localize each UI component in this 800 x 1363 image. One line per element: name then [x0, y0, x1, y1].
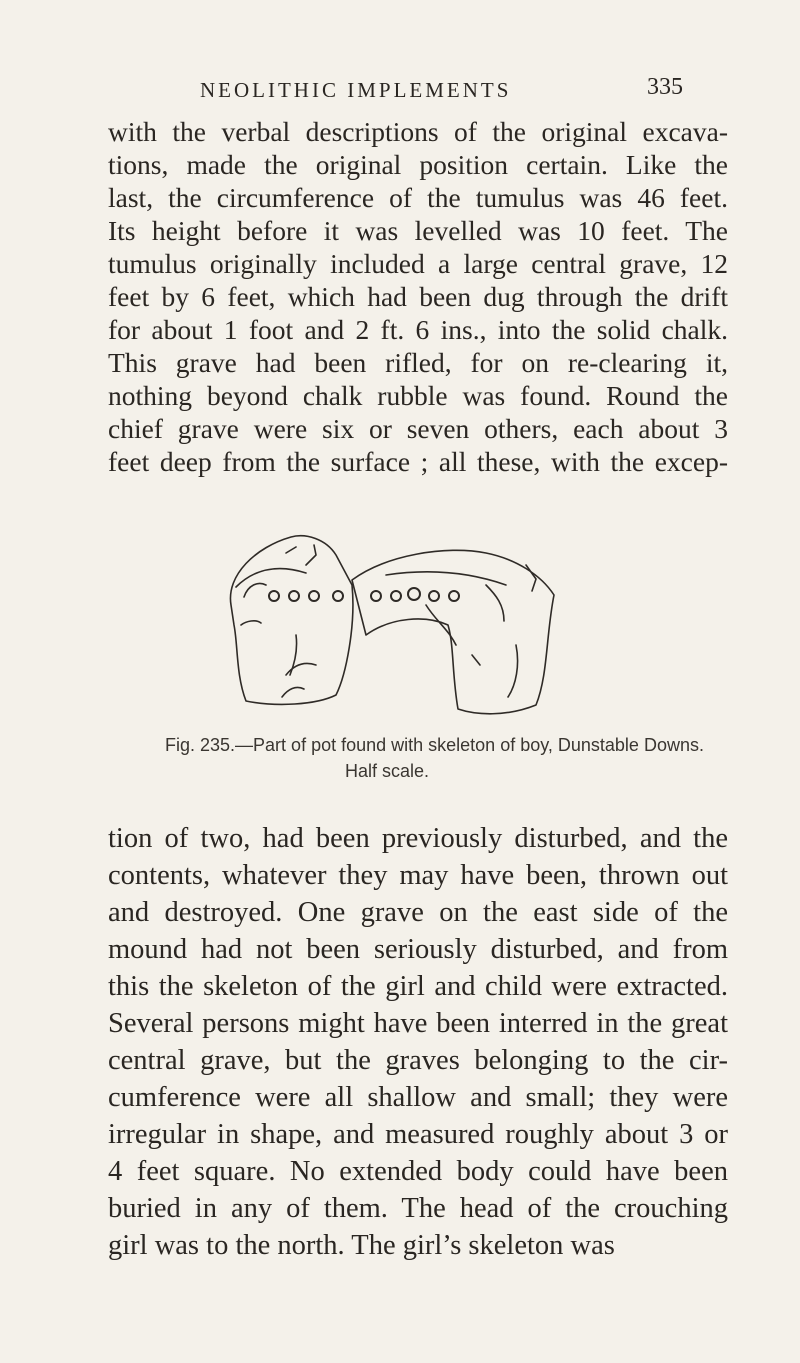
text-line: last, the circumference of the tumulus was 46 feet. — [108, 182, 728, 213]
text-line: tumulus originally included a large central grave, 12 — [108, 248, 728, 279]
text-line: tion of two, had been previously disturbed, and the — [108, 823, 728, 854]
text-line: This grave had been rifled, for on re-clearing it, — [108, 347, 728, 378]
running-head-title: NEOLITHIC IMPLEMENTS — [200, 78, 512, 102]
caption-line-1: Fig. 235.—Part of pot found with skeleton of boy, Dunstable Downs. — [165, 735, 704, 755]
running-head — [0, 72, 800, 112]
pot-fragment-figure — [186, 525, 726, 725]
caption-line-2: Half scale. — [345, 761, 430, 781]
text-line: Several persons might have been interred in the great — [108, 1008, 728, 1039]
text-line: this the skeleton of the girl and child were extracted. — [108, 971, 728, 1002]
pot-fragment-drawing — [186, 525, 726, 725]
text-line: tions, made the original position certain. Like the — [108, 149, 728, 180]
text-line: with the verbal descriptions of the original excava- — [108, 116, 728, 147]
text-line: contents, whatever they may have been, thrown out — [108, 860, 728, 891]
text-line: nothing beyond chalk rubble was found. Round the — [108, 380, 728, 411]
text-line: girl was to the north. The girl’s skeleton was — [108, 1230, 615, 1261]
text-line: chief grave were six or seven others, each about 3 — [108, 413, 728, 444]
text-line: 4 feet square. No extended body could have been — [108, 1156, 728, 1187]
text-line: feet deep from the surface ; all these, with the excep- — [108, 446, 728, 477]
text-line: and destroyed. One grave on the east side of the — [108, 897, 728, 928]
page-number: 335 — [647, 74, 683, 100]
text-line: irregular in shape, and measured roughly about 3 or — [108, 1119, 728, 1150]
text-line: cumference were all shallow and small; they were — [108, 1082, 728, 1113]
text-line: Its height before it was levelled was 10 feet. The — [108, 215, 728, 246]
text-line: mound had not been seriously disturbed, and from — [108, 934, 728, 965]
text-line: feet by 6 feet, which had been dug through the drift — [108, 281, 728, 312]
text-line: for about 1 foot and 2 ft. 6 ins., into the solid chalk. — [108, 314, 728, 345]
text-line: central grave, but the graves belonging to the cir- — [108, 1045, 728, 1076]
text-line: buried in any of them. The head of the crouching — [108, 1193, 728, 1224]
